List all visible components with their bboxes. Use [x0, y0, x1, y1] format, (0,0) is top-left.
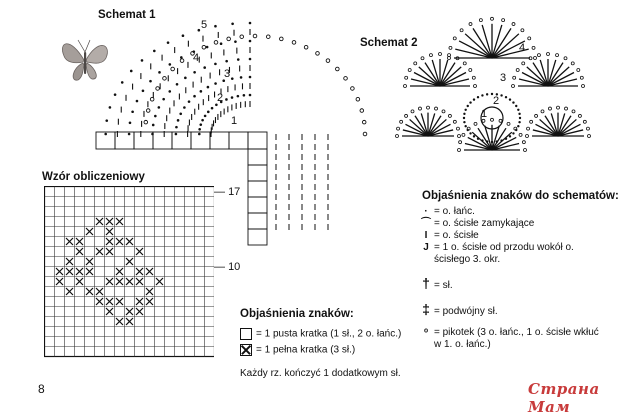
- schemat1-title: Schemat 1: [98, 9, 156, 21]
- page-number: 8: [38, 382, 45, 396]
- wzor-mark-17: — 17: [214, 186, 241, 198]
- schemat2-row-2: 2: [493, 95, 500, 107]
- schemat2-diagram: [380, 0, 630, 185]
- legend-filled-box: = 1 pełna kratka (3 sł.): [240, 344, 355, 357]
- filled-box-icon: [240, 344, 252, 356]
- legend-znakow-title: Objaśnienia znaków:: [240, 308, 354, 320]
- legend-item-slip: ⌒ = o. ścisłe zamykające: [421, 218, 535, 229]
- schemat1-row-2: 2: [217, 92, 224, 104]
- wzor-mark-10: — 10: [214, 261, 241, 273]
- empty-box-icon: [240, 328, 252, 340]
- watermark-logo: Страна Мам: [528, 380, 600, 416]
- legend-item-fpsc-cont: ścisłego 3. okr.: [434, 254, 501, 265]
- schemat2-title: Schemat 2: [360, 37, 418, 49]
- legend-schemat-list: [418, 206, 599, 351]
- legend-item-tr: ‡ = podwójny sł.: [422, 301, 498, 317]
- legend-schemat-title: Objaśnienia znaków do schematów:: [422, 190, 619, 202]
- schemat2-row-4: 4: [519, 42, 526, 54]
- legend-item-chain: · = o. łańc.: [424, 206, 475, 217]
- wzor-title: Wzór obliczeniowy: [42, 171, 145, 183]
- schemat2-row-3: 3: [500, 72, 507, 84]
- schemat1-row-4: 4: [193, 52, 200, 64]
- legend-empty-box: = 1 pusta kratka (1 sł., 2 o. łańc.): [240, 328, 401, 341]
- legend-item-picot: ᵒ = pikotek (3 o. łańc., 1 o. ścisłe wkłuć: [423, 327, 599, 338]
- legend-item-fpsc: J = 1 o. ścisłe od przodu wokół o.: [423, 242, 574, 253]
- legend-item-dc: † = sł.: [422, 275, 453, 291]
- schemat2-row-1: 1: [481, 108, 488, 120]
- schemat1-row-1: 1: [231, 115, 238, 127]
- schemat1-row-3: 3: [224, 68, 231, 80]
- wzor-grid: [44, 186, 214, 360]
- row-note: Każdy rz. kończyć 1 dodatkowym sł.: [240, 368, 401, 379]
- legend-item-sc: I = o. ścisłe: [424, 230, 479, 241]
- schemat1-row-5: 5: [201, 19, 208, 31]
- legend-item-picot-cont: w 1. o. łańc.): [434, 339, 491, 350]
